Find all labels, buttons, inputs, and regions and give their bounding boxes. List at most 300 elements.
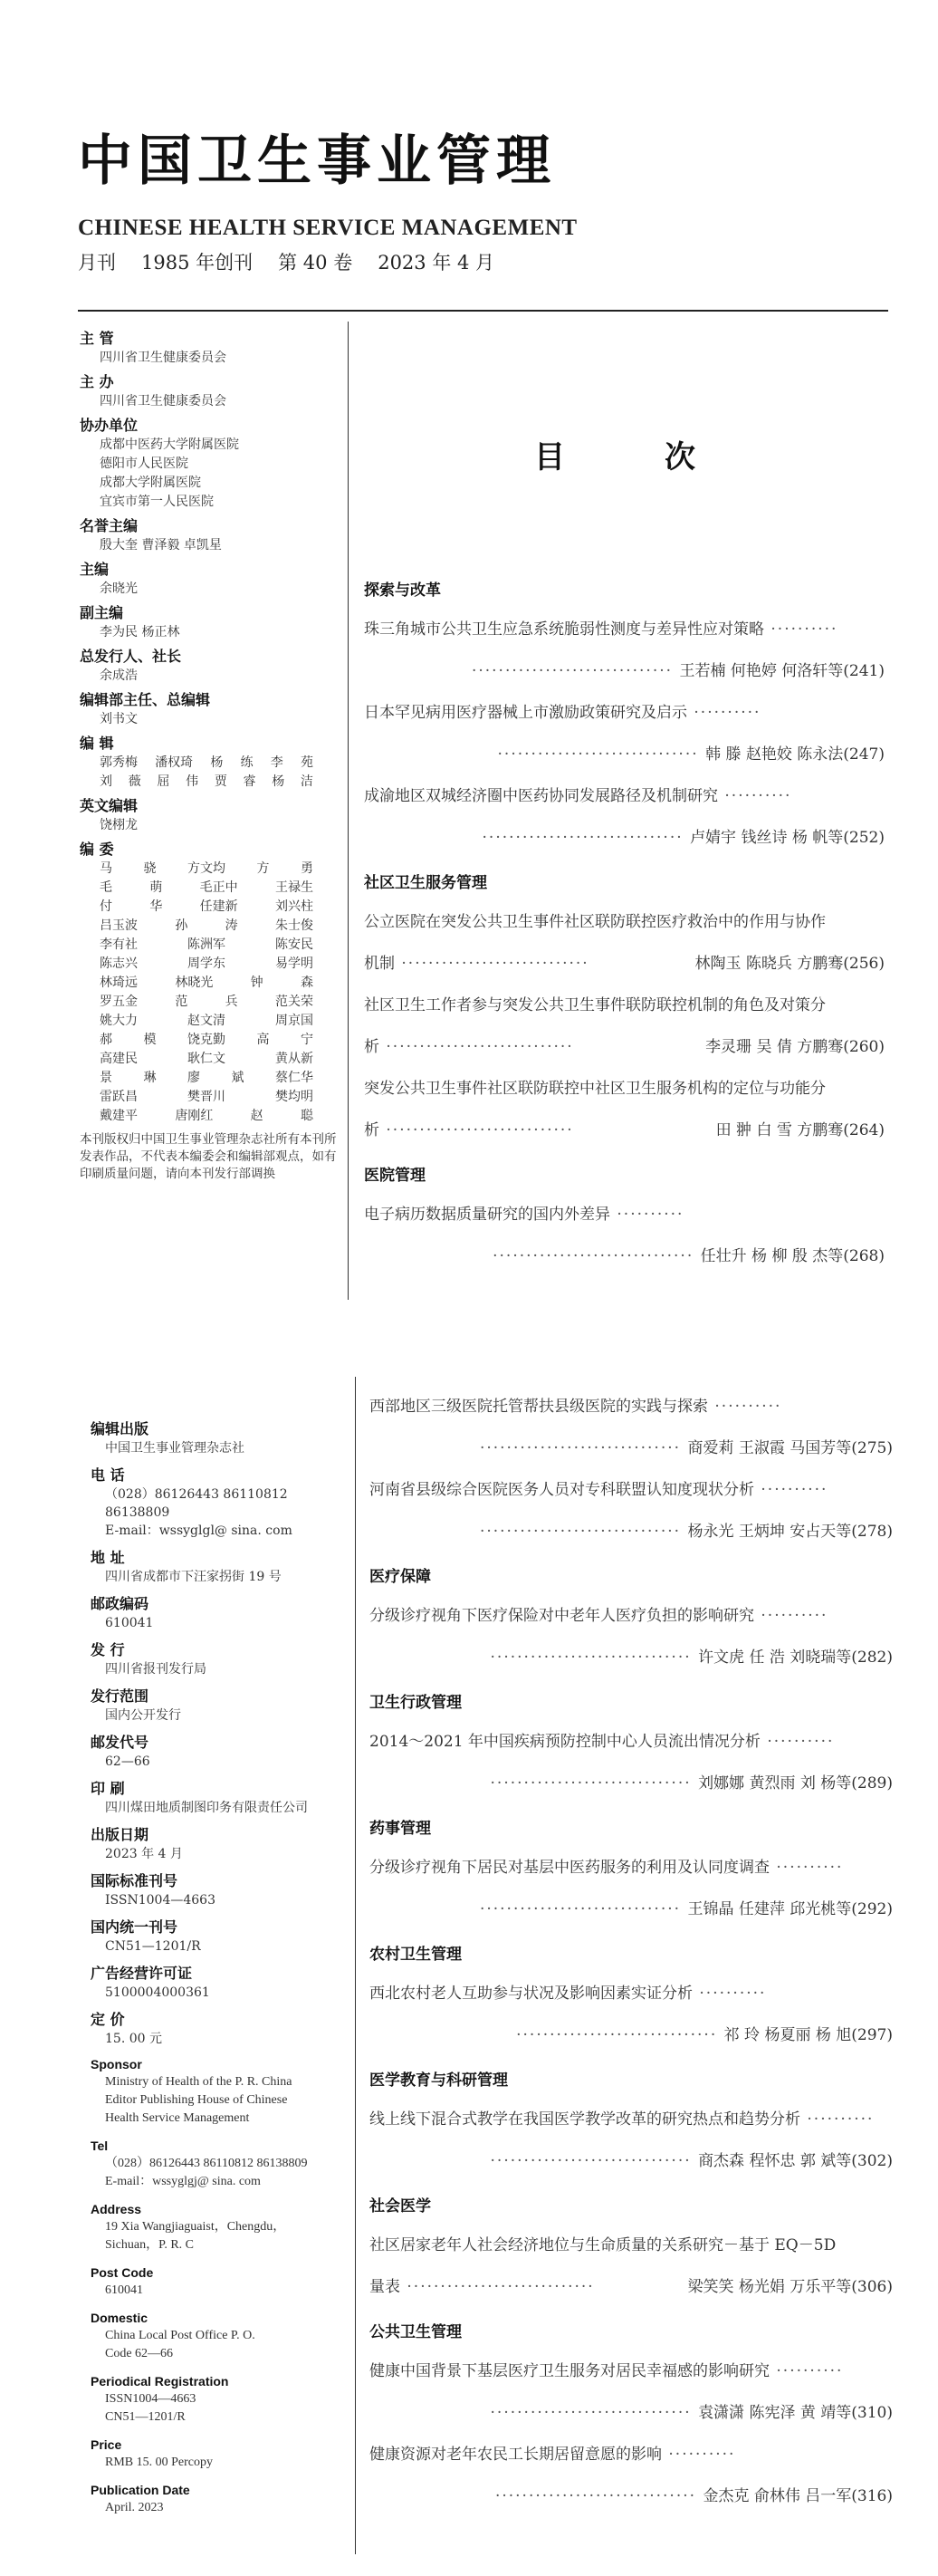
pubinfo-en-value: Sichuan，P. R. C [105, 2238, 195, 2252]
toc-entry-title: 河南省县级综合医院医务人员对专科联盟认知度现状分析 [369, 1481, 754, 1499]
sidebar-name: 宁 [301, 1033, 313, 1047]
masthead-rule [78, 310, 888, 312]
sidebar-heading: 主 办 [80, 373, 114, 390]
toc-entry [369, 1721, 893, 1804]
pubinfo-value: 四川煤田地质制图印务有限责任公司 [105, 1801, 308, 1815]
sidebar-name: 景 [100, 1071, 112, 1085]
toc-entry-title-cont [364, 1026, 574, 1068]
toc-section-title: 医院管理 [364, 1167, 426, 1185]
toc-entry-title-cont [364, 943, 589, 985]
toc-entry-title-line [369, 1469, 893, 1511]
sidebar-name: 伟 [186, 774, 199, 789]
sidebar-heading: 编 辑 [80, 735, 114, 752]
toc-entry-authors: 袁潇潇 陈宪泽 黄 靖等 [698, 2404, 852, 2422]
toc-entry-author-line [369, 2014, 893, 2056]
toc-part1 [364, 566, 885, 1277]
toc-entry-authors: 商杰森 程怀忠 郭 斌等 [698, 2152, 852, 2170]
pubinfo-en-block [91, 2309, 355, 2363]
sidebar-name: 李有社 [100, 937, 138, 952]
sidebar-name: 高建民 [100, 1052, 138, 1066]
pubinfo-value: 15. 00 元 [105, 2032, 162, 2046]
toc-leader-dots: ·········· [610, 1206, 684, 1224]
toc-section-title: 卫生行政管理 [369, 1694, 462, 1712]
pubinfo-heading: 印 刷 [91, 1780, 125, 1797]
pubinfo-en-value: RMB 15. 00 Percopy [105, 2456, 213, 2469]
sidebar-value: 宜宾市第一人民医院 [100, 495, 214, 509]
toc-entry-title: 成渝地区双城经济圈中医药协同发展路径及机制研究 [364, 787, 718, 805]
pubinfo-en-value: ISSN1004—4663 [105, 2392, 196, 2406]
sidebar-name-row [80, 1012, 344, 1031]
sidebar-block [80, 839, 344, 1126]
toc-entry-title-line [369, 2350, 893, 2392]
sidebar-name: 吕玉波 [100, 918, 138, 933]
toc-leader-dots: ·········· [770, 1859, 844, 1877]
sidebar-value: 余成浩 [100, 668, 138, 683]
toc-entry-authors: 王锦晶 任建萍 邱光桃等 [687, 1900, 852, 1918]
sidebar-name: 琳 [143, 1071, 157, 1085]
sidebar-name: 潘权琦 [155, 755, 194, 770]
toc-entry-title-line [369, 1386, 893, 1427]
sidebar-name: 屈 [157, 774, 170, 789]
toc-entry-title-line [364, 775, 885, 817]
pubinfo-en-heading: Price [91, 2437, 122, 2452]
pubinfo-value: 四川省成都市下汪家拐街 19 号 [105, 1570, 282, 1584]
toc-entry-authors: 田 翀 白 雪 方鹏骞 [715, 1121, 844, 1139]
sidebar-value: 四川省卫生健康委员会 [100, 394, 226, 409]
sidebar-name: 苑 [300, 755, 313, 770]
sidebar-value: 德阳市人民医院 [100, 457, 188, 471]
sidebar-heading: 协办单位 [80, 417, 139, 434]
sidebar-value: 四川省卫生健康委员会 [100, 351, 226, 365]
journal-title-cn: 中国卫生事业管理 [78, 130, 556, 193]
pubinfo-en-value: Editor Publishing House of Chinese [105, 2093, 288, 2107]
sidebar-value: 李为民 杨正林 [100, 625, 180, 639]
pubinfo-en-value: April. 2023 [105, 2501, 164, 2514]
toc-entry-authors: 祁 玲 杨夏丽 杨 旭 [723, 2026, 852, 2044]
toc-entry-title: 社区卫生工作者参与突发公共卫生事件联防联控机制的角色及对策分 [364, 996, 826, 1014]
toc-leader-dots: ···························· [395, 955, 589, 973]
pubinfo-en-value: 19 Xia Wangjiaguaist，Chengdu， [105, 2220, 286, 2234]
pubinfo-en-block [91, 2137, 355, 2191]
sidebar-name: 骁 [143, 861, 157, 876]
toc-entry-authors: 卢婧宇 钱丝诗 杨 帆等 [690, 829, 844, 847]
toc-entry-byline [694, 943, 885, 985]
toc-entry-title-line [369, 1973, 893, 2014]
sidebar-name: 睿 [243, 774, 256, 789]
pubinfo-heading: 邮发代号 [91, 1734, 149, 1751]
toc-entry-byline [687, 2266, 893, 2308]
toc-leader-dots: ······························ [490, 2152, 699, 2170]
sidebar-heading: 编辑部主任、总编辑 [80, 691, 211, 708]
toc-entry-page: (256) [843, 955, 885, 973]
sidebar-name: 付 [100, 899, 112, 914]
toc-entry-title-wrap: 析 [364, 1038, 379, 1056]
toc-entry-page: (306) [851, 2278, 893, 2296]
sidebar-name: 森 [300, 976, 313, 990]
toc-entry-title-wrap: 量表 [369, 2278, 400, 2296]
toc-entry [369, 2350, 893, 2434]
sidebar-name: 洁 [300, 774, 313, 789]
sidebar-name: 聪 [300, 1109, 313, 1123]
toc-entry-authors: 商爱莉 王淑霞 马国芳等 [687, 1439, 852, 1457]
sidebar-heading: 名誉主编 [80, 517, 139, 534]
toc-entry-page: (247) [843, 745, 885, 764]
pubinfo-block [91, 1465, 355, 1540]
toc-entry-author-line [369, 2392, 893, 2434]
sidebar-name: 易学明 [275, 956, 313, 971]
pubinfo-en-block [91, 2264, 355, 2300]
pubinfo-block [91, 1778, 355, 1817]
toc-entry-author-line [369, 1427, 893, 1469]
sidebar-block [80, 733, 344, 792]
sidebar-name: 方 [256, 861, 270, 876]
sidebar-name: 模 [143, 1033, 157, 1047]
toc-entry-author-line [369, 1511, 893, 1552]
pubinfo-value: ISSN1004—4663 [105, 1893, 215, 1908]
toc-section-title: 医疗保障 [369, 1568, 431, 1586]
toc-leader-dots: ······························ [479, 1439, 688, 1457]
toc-entry-page: (260) [843, 1038, 885, 1056]
pubinfo-en-heading: Tel [91, 2139, 109, 2153]
toc-entry-title: 健康中国背景下基层医疗卫生服务对居民幸福感的影响研究 [369, 2362, 770, 2380]
sidebar-name: 练 [240, 755, 254, 770]
toc-leader-dots: ·········· [754, 1607, 828, 1625]
sidebar-name: 赵文清 [187, 1014, 225, 1028]
toc-entry-page: (302) [851, 2152, 893, 2170]
pubinfo-en-heading: Sponsor [91, 2057, 142, 2071]
toc-entry [369, 1469, 893, 1552]
toc-entry-authors: 刘娜娜 黄烈雨 刘 杨等 [698, 1774, 852, 1793]
toc-entry-title: 健康资源对老年农民工长期居留意愿的影响 [369, 2446, 662, 2464]
sidebar-name: 斌 [231, 1071, 244, 1085]
toc-entry [364, 775, 885, 859]
sidebar-name-row [80, 754, 344, 773]
sidebar-name: 郭秀梅 [100, 755, 138, 770]
toc-leader-dots: ·········· [693, 1985, 767, 2003]
sidebar-name: 方文均 [187, 861, 225, 876]
sidebar-name-row [80, 917, 344, 936]
toc-entry-page: (264) [843, 1121, 885, 1139]
sidebar-name: 黄从新 [275, 1052, 313, 1066]
pubinfo-en-value: 610041 [105, 2283, 143, 2297]
sidebar-name-row [80, 1050, 344, 1069]
sidebar-name-row [80, 860, 344, 879]
sidebar-heading: 主编 [80, 561, 110, 578]
toc-leader-dots: ······························ [482, 829, 691, 847]
pubinfo-block [91, 1732, 355, 1771]
pubinfo-value: E-mail：wssyglgl@ sina. com [105, 1523, 292, 1538]
toc-entry [364, 985, 885, 1068]
pubinfo-en-heading: Publication Date [91, 2483, 190, 2497]
sidebar-name: 毛 [100, 880, 112, 895]
toc-entry-page: (268) [843, 1247, 885, 1265]
pubinfo-value: 四川省报刊发行局 [105, 1662, 206, 1677]
toc-entry [369, 1595, 893, 1678]
toc-entry-author-line [369, 2475, 893, 2517]
toc-entry [364, 609, 885, 692]
pubinfo-block [91, 1418, 355, 1457]
toc-entry [364, 1068, 885, 1151]
pubinfo-heading: 地 址 [91, 1549, 125, 1566]
sidebar-block [80, 795, 344, 835]
sidebar-name: 孙 [175, 918, 188, 933]
toc-entry-author-line [369, 2140, 893, 2182]
pubinfo-heading: 广告经营许可证 [91, 1965, 193, 1982]
toc-entry-title-line [364, 985, 885, 1026]
pubinfo-en-value: China Local Post Office P. O. [105, 2329, 255, 2342]
sidebar-name: 廖 [187, 1071, 200, 1085]
toc-entry-page: (282) [851, 1648, 893, 1667]
sidebar-name: 范 [175, 995, 188, 1009]
sidebar-name: 周京国 [275, 1014, 313, 1028]
editorial-board [80, 328, 344, 1183]
sidebar-name: 蔡仁华 [275, 1071, 313, 1085]
toc-heading: 目次 [534, 439, 795, 476]
pubinfo-en-value: （028）86126443 86110812 86138809 [105, 2157, 308, 2170]
pubinfo-value: 2023 年 4 月 [105, 1847, 183, 1861]
toc-section-title: 医学教育与科研管理 [369, 2071, 508, 2090]
sidebar-name-row [80, 974, 344, 993]
sidebar-block [80, 646, 344, 686]
pubinfo-value: 中国卫生事业管理杂志社 [105, 1441, 244, 1456]
pubinfo-value: 62—66 [105, 1754, 150, 1769]
toc-entry-author-line [369, 2266, 893, 2308]
toc-entry-title-line [364, 609, 885, 650]
pubinfo-en-value: E-mail：wssyglgj@ sina. com [105, 2175, 261, 2188]
toc-entry-title-line [369, 2225, 893, 2266]
sidebar-name: 林晓光 [175, 976, 214, 990]
sidebar-heading: 副主编 [80, 604, 124, 621]
sidebar-name: 刘 [100, 774, 112, 789]
toc-entry-title-line [364, 1068, 885, 1110]
toc-entry [369, 2434, 893, 2517]
toc-entry-title: 分级诊疗视角下医疗保险对中老年人医疗负担的影响研究 [369, 1607, 754, 1625]
toc-leader-dots: ······························ [479, 1523, 688, 1541]
toc-entry-title-line [364, 901, 885, 943]
toc-section-title: 社区卫生服务管理 [364, 874, 487, 892]
toc-entry-authors: 杨永光 王炳坤 安占天等 [687, 1523, 852, 1541]
toc-entry-title: 2014～2021 年中国疾病预防控制中心人员流出情况分析 [369, 1733, 761, 1751]
toc-leader-dots: ······························ [497, 745, 706, 764]
sidebar-heading: 主 管 [80, 330, 114, 347]
toc-entry [364, 901, 885, 985]
sidebar-name: 戴建平 [100, 1109, 138, 1123]
toc-entry-title: 西部地区三级医院托管帮扶县级医院的实践与探索 [369, 1398, 708, 1416]
sidebar-name: 高 [256, 1033, 270, 1047]
sidebar-name: 范关荣 [274, 995, 313, 1009]
toc-leader-dots: ·········· [718, 787, 792, 805]
pubinfo-heading: 发行范围 [91, 1687, 149, 1705]
issue-date: 2023 年 4 月 [378, 252, 495, 274]
sidebar-name: 萌 [149, 880, 163, 895]
sidebar-name-row [80, 1031, 344, 1050]
toc-leader-dots: ······························ [493, 1247, 701, 1265]
toc-entry-title-line [369, 2099, 893, 2140]
toc-entry-authors: 任壮升 杨 柳 殷 杰等 [700, 1247, 844, 1265]
toc-leader-dots: ······························ [490, 1648, 699, 1667]
toc-leader-dots: ·········· [800, 2110, 875, 2129]
sidebar-name: 薇 [128, 774, 141, 789]
toc-section-title: 药事管理 [369, 1820, 431, 1838]
sidebar-name: 朱士俊 [274, 918, 313, 933]
toc-entry [364, 692, 885, 775]
toc-leader-dots: ···························· [379, 1121, 574, 1139]
sidebar-value: 殷大奎 曹泽毅 卓凯星 [100, 538, 222, 553]
toc-entry-title-cont [369, 2266, 595, 2308]
toc-entry-title-line [369, 1847, 893, 1889]
toc-entry-title-line [369, 1595, 893, 1637]
toc-entry-byline [705, 1026, 885, 1068]
toc-entry-authors: 梁笑笑 杨光娟 万乐平等 [687, 2278, 852, 2296]
sidebar-name: 钟 [250, 976, 263, 990]
pubinfo-en-value: Ministry of Health of the P. R. China [105, 2075, 292, 2089]
sidebar-name: 勇 [301, 861, 313, 876]
pubinfo-value: CN51—1201/R [105, 1939, 201, 1954]
toc-entry-title-wrap: 析 [364, 1121, 379, 1139]
sidebar-name: 罗五金 [100, 995, 138, 1009]
toc-entry-authors: 韩 滕 赵艳姣 陈永法 [705, 745, 844, 764]
toc-part2 [369, 1386, 893, 2517]
pubinfo-heading: 国内统一刊号 [91, 1918, 178, 1936]
toc-entry-author-line [364, 943, 885, 985]
pubinfo-heading: 国际标准刊号 [91, 1872, 178, 1889]
toc-leader-dots: ·········· [764, 620, 838, 639]
sidebar-name: 陈志兴 [100, 956, 138, 971]
pubinfo-block [91, 2009, 355, 2048]
toc-entry-author-line [364, 650, 885, 692]
toc-entry-title: 电子病历数据质量研究的国内外差异 [364, 1206, 610, 1224]
sidebar-name: 王禄生 [274, 880, 313, 895]
sidebar-block [80, 415, 344, 512]
sidebar-name: 饶克勤 [187, 1033, 225, 1047]
sidebar-block [80, 328, 344, 368]
sidebar-name: 刘兴柱 [274, 899, 313, 914]
toc-entry-author-line [364, 1235, 885, 1277]
toc-entry-byline [716, 1110, 885, 1151]
sidebar-name-row [80, 1088, 344, 1107]
sidebar-block [80, 602, 344, 642]
sidebar-name: 赵 [250, 1109, 263, 1123]
toc-leader-dots: ······························ [479, 1900, 688, 1918]
toc-entry-authors: 金杰克 俞林伟 吕一军 [703, 2487, 852, 2505]
copyright-note: 本刊版权归中国卫生事业管理杂志社所有本刊所发表作品，不代表本编委会和编辑部观点，如有印刷质量问题，请向本刊发行部调换 [80, 1132, 337, 1181]
sidebar-value: 成都大学附属医院 [100, 476, 201, 490]
toc-leader-dots: ······························ [490, 1774, 699, 1793]
sidebar-block [80, 371, 344, 411]
toc-leader-dots: ·········· [770, 2362, 844, 2380]
toc-entry-title: 日本罕见病用医疗器械上市激励政策研究及启示 [364, 704, 687, 722]
sidebar-name: 耿仁文 [187, 1052, 225, 1066]
toc-section-title: 社会医学 [369, 2197, 431, 2216]
sidebar-name-row [80, 955, 344, 974]
pubinfo-heading: 定 价 [91, 2011, 125, 2028]
sidebar-name: 华 [149, 899, 163, 914]
pubinfo-block [91, 1639, 355, 1678]
sidebar-name: 雷跃昌 [100, 1090, 138, 1104]
sidebar-name: 林琦远 [100, 976, 138, 990]
pubinfo-heading: 电 话 [91, 1466, 125, 1484]
toc-entry-author-line [364, 1110, 885, 1151]
issue-frequency: 月刊 [78, 252, 116, 274]
pubinfo-block [91, 1963, 355, 2002]
toc-leader-dots: ·········· [662, 2446, 736, 2464]
toc-entry-author-line [369, 1889, 893, 1930]
sidebar-name: 任建新 [199, 899, 238, 914]
toc-leader-dots: ······························ [471, 662, 680, 680]
sidebar-name: 杨 [210, 755, 224, 770]
sidebar-value: 饶栩龙 [100, 818, 138, 832]
toc-entry-title: 社区居家老年人社会经济地位与生命质量的关系研究－基于 EQ－5D [369, 2236, 837, 2254]
toc-entry-title-cont [364, 1110, 574, 1151]
toc-entry [369, 1847, 893, 1930]
sidebar-name-row [80, 936, 344, 955]
pubinfo-heading: 发 行 [91, 1641, 125, 1658]
sidebar-name: 樊均明 [275, 1090, 313, 1104]
publication-info [91, 1418, 355, 2526]
sidebar-name-row [80, 879, 344, 898]
toc-entry-title: 珠三角城市公共卫生应急系统脆弱性测度与差异性应对策略 [364, 620, 764, 639]
toc-leader-dots: ······························ [516, 2026, 724, 2044]
toc-entry-page: (275) [851, 1439, 893, 1457]
toc-entry-title: 分级诊疗视角下居民对基层中医药服务的利用及认同度调查 [369, 1859, 770, 1877]
sidebar-name: 贾 [214, 774, 227, 789]
sidebar-heading: 编 委 [80, 841, 114, 858]
pubinfo-heading: 出版日期 [91, 1826, 149, 1843]
pubinfo-block [91, 1870, 355, 1909]
pubinfo-en-heading: Periodical Registration [91, 2374, 229, 2389]
pubinfo-en-block [91, 2372, 355, 2427]
pubinfo-en-value: Code 62—66 [105, 2347, 174, 2360]
sidebar-value: 余晓光 [100, 582, 138, 596]
issue-founded: 1985 年创刊 [141, 252, 254, 274]
toc-leader-dots: ······························ [490, 2404, 699, 2422]
sidebar-block [80, 515, 344, 555]
toc-entry-page: (252) [843, 829, 885, 847]
sidebar-name: 毛正中 [199, 880, 238, 895]
pubinfo-heading: 邮政编码 [91, 1595, 149, 1612]
toc-entry-page: (310) [851, 2404, 893, 2422]
toc-entry [364, 1194, 885, 1277]
pubinfo-block [91, 1547, 355, 1586]
masthead [78, 130, 893, 275]
pubinfo-en-block [91, 2481, 355, 2517]
pubinfo-block [91, 1686, 355, 1725]
toc-entry-page: (297) [851, 2026, 893, 2044]
toc-leader-dots: ······························ [494, 2487, 704, 2505]
toc-entry-author-line [364, 734, 885, 775]
toc-entry-title-wrap: 机制 [364, 955, 395, 973]
toc-leader-dots: ·········· [754, 1481, 828, 1499]
pubinfo-value: 国内公开发行 [105, 1708, 181, 1723]
pubinfo-en-block [91, 2055, 355, 2128]
sidebar-name: 涛 [225, 918, 238, 933]
toc-leader-dots: ···························· [379, 1038, 574, 1056]
toc-entry-author-line [364, 1026, 885, 1068]
toc-entry-page: (278) [851, 1523, 893, 1541]
sidebar-name: 陈安民 [275, 937, 313, 952]
toc-entry-author-line [369, 1763, 893, 1804]
toc-entry-title: 突发公共卫生事件社区联防联控中社区卫生服务机构的定位与功能分 [364, 1080, 826, 1098]
column-divider-bottom [355, 1377, 356, 2554]
toc-leader-dots: ·········· [760, 1733, 835, 1751]
toc-section-title: 探索与改革 [364, 582, 441, 600]
toc-entry [369, 2225, 893, 2308]
sidebar-name: 陈洲军 [187, 937, 225, 952]
toc-entry [369, 1386, 893, 1469]
sidebar-name: 马 [100, 861, 112, 876]
toc-entry-authors: 林陶玉 陈晓兵 方鹏骞 [694, 955, 844, 973]
toc-entry-title: 公立医院在突发公共卫生事件社区联防联控医疗救治中的作用与协作 [364, 913, 826, 931]
